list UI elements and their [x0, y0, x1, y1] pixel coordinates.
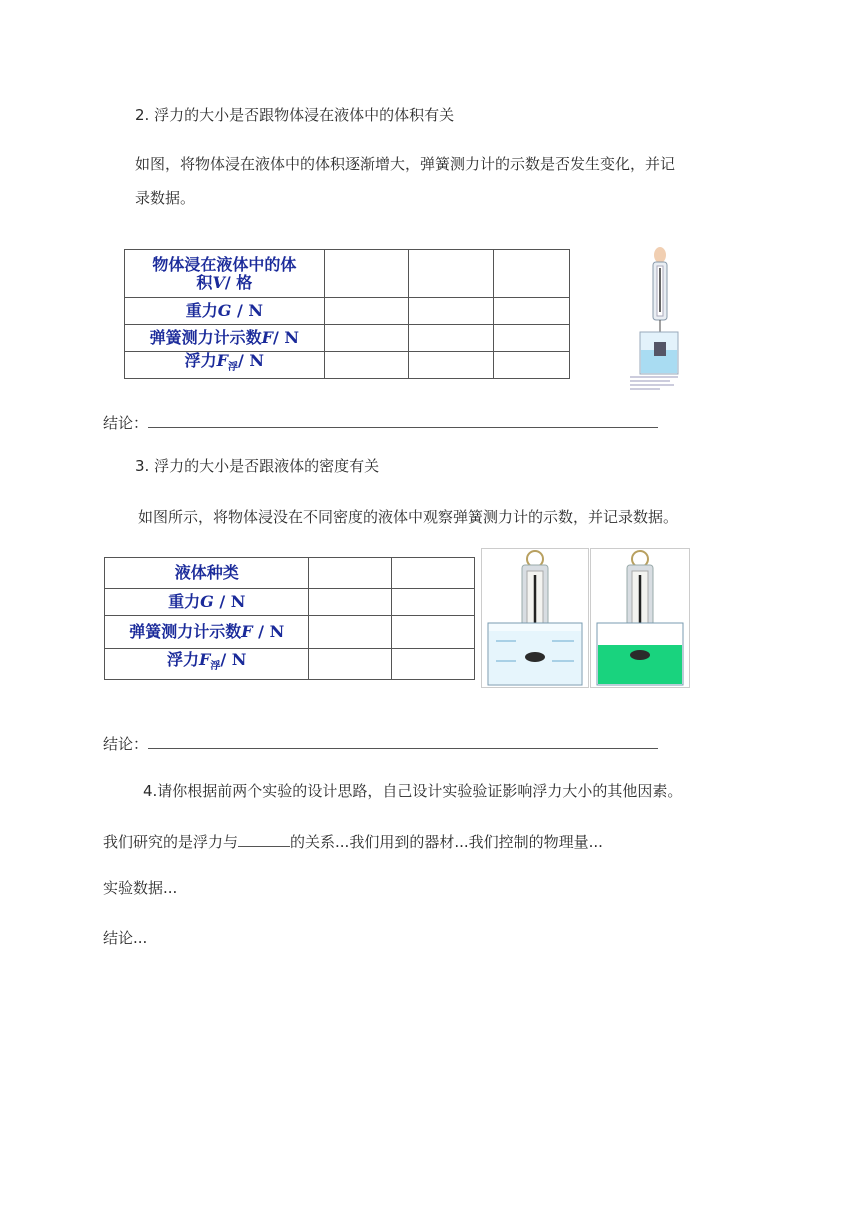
data-cell[interactable] — [493, 352, 569, 379]
water-experiment-figure — [481, 548, 589, 688]
conclusion-label: 结论： — [103, 414, 149, 432]
conclusion-label: 结论： — [103, 735, 149, 753]
density-data-table — [104, 557, 475, 680]
data-cell[interactable] — [324, 298, 408, 325]
table-row: 浮力$F_浮/$ N — [105, 649, 475, 680]
table-row: 物体浸在液体中的体 积V/ 格 — [125, 250, 570, 298]
section2-intro-line2: 录数据。 — [135, 189, 196, 207]
conclusion-blank[interactable] — [148, 748, 658, 749]
data-cell[interactable] — [324, 250, 408, 298]
table-row: 弹簧测力计示数F / N — [105, 616, 475, 649]
data-cell[interactable] — [493, 325, 569, 352]
section3-intro: 如图所示，将物体浸没在不同密度的液体中观察弹簧测力计的示数，并记录数据。 — [138, 508, 679, 526]
section4-heading: 4.请你根据前两个实验的设计思路，自己设计实验验证影响浮力大小的其他因素。 — [143, 782, 683, 800]
data-cell[interactable] — [324, 325, 408, 352]
row-label: 浮力 — [184, 351, 217, 371]
data-cell[interactable] — [392, 558, 475, 589]
data-cell[interactable] — [309, 558, 392, 589]
section2-intro-line1: 如图，将物体浸在液体中的体积逐渐增大，弹簧测力计的示数是否发生变化，并记 — [135, 155, 676, 173]
volume-data-table — [124, 249, 570, 379]
data-cell[interactable] — [392, 616, 475, 649]
data-cell[interactable] — [409, 250, 493, 298]
table-row: 重力G / N — [125, 298, 570, 325]
green-liquid-experiment-figure — [590, 548, 690, 688]
section3-conclusion — [103, 733, 658, 754]
section3-heading: 3. 浮力的大小是否跟液体的密度有关 — [135, 457, 380, 475]
section4-line1: 我们研究的是浮力与 的关系...我们用到的器材...我们控制的物理量... — [103, 833, 603, 851]
factor-blank[interactable] — [238, 846, 290, 847]
spring-scale-in-water-icon — [482, 549, 588, 687]
data-cell[interactable] — [309, 589, 392, 616]
spring-scale-beaker-figure — [622, 246, 688, 396]
row-label: 重力 — [168, 592, 201, 611]
section4-line3: 结论... — [103, 929, 148, 947]
table-row: 重力G / N — [105, 589, 475, 616]
conclusion-blank[interactable] — [148, 427, 658, 428]
section4-line2: 实验数据... — [103, 879, 178, 897]
section2-conclusion — [103, 412, 658, 433]
data-cell[interactable] — [324, 352, 408, 379]
spring-scale-in-green-liquid-icon — [591, 549, 689, 687]
data-cell[interactable] — [493, 298, 569, 325]
spring-scale-icon — [622, 246, 688, 396]
row-label: 弹簧测力计示数 — [149, 328, 262, 347]
data-cell[interactable] — [309, 616, 392, 649]
row-label: 液体种类 — [174, 563, 239, 582]
data-cell[interactable] — [309, 649, 392, 680]
row-label: 浮力 — [167, 650, 200, 670]
data-cell[interactable] — [409, 298, 493, 325]
row-label: 弹簧测力计示数 — [129, 622, 242, 641]
row-label: 物体浸在液体中的体 — [152, 254, 297, 274]
table-row: 弹簧测力计示数F/ N — [125, 325, 570, 352]
row-label: 重力 — [185, 301, 218, 320]
data-cell[interactable] — [409, 352, 493, 379]
data-cell[interactable] — [392, 589, 475, 616]
data-cell[interactable] — [409, 325, 493, 352]
table-row: 浮力$F_浮/$ N — [125, 352, 570, 379]
data-cell[interactable] — [493, 250, 569, 298]
data-cell[interactable] — [392, 649, 475, 680]
section2-heading: 2. 浮力的大小是否跟物体浸在液体中的体积有关 — [135, 106, 455, 124]
table-row — [105, 558, 475, 589]
